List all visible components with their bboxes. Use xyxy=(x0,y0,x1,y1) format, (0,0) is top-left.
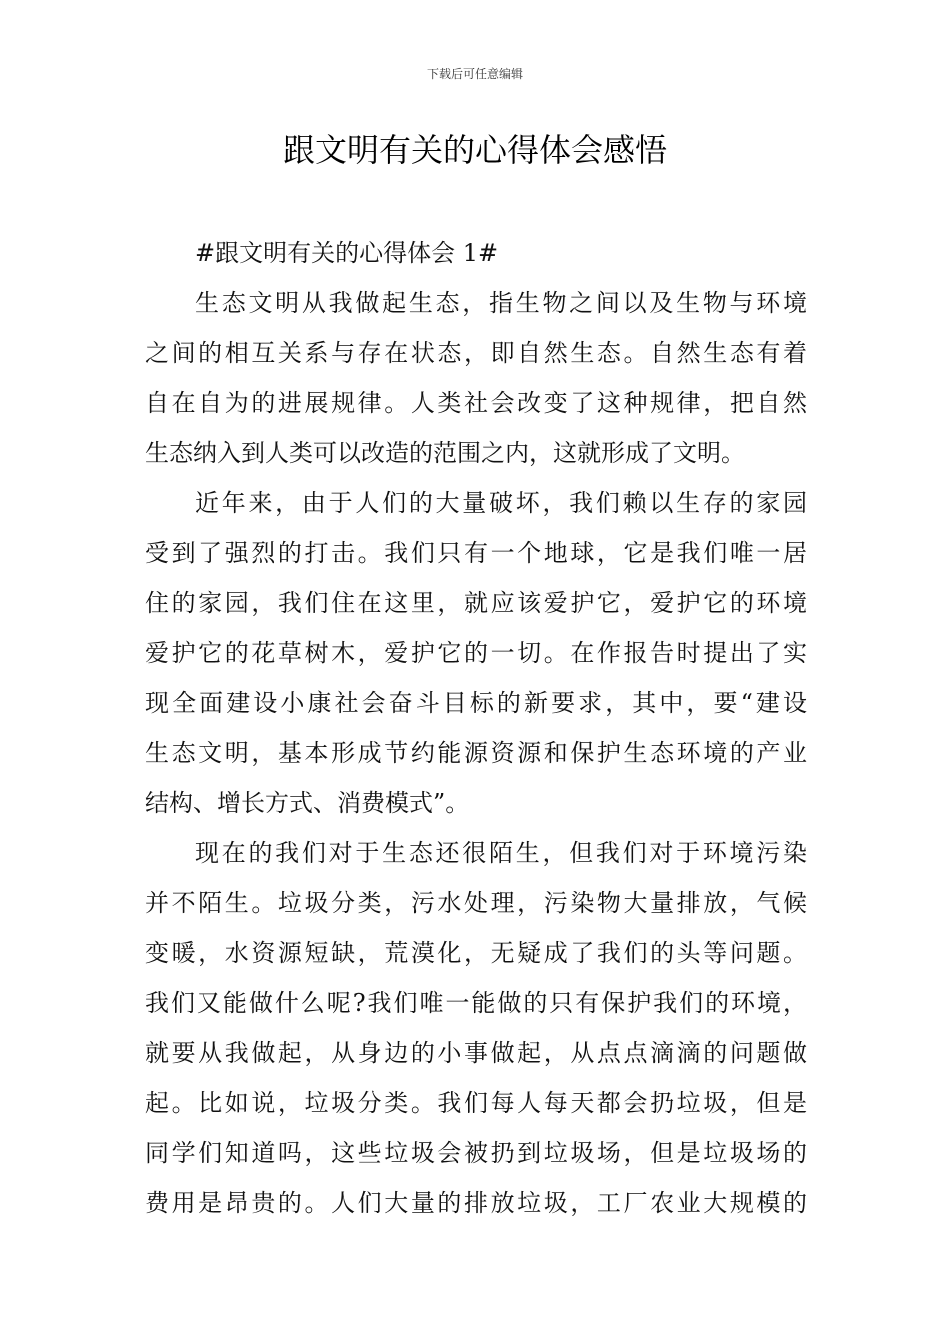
paragraph-line: 起。比如说，垃圾分类。我们每人每天都会扔垃圾，但是 xyxy=(145,1089,807,1117)
paragraph-line: 我们又能做什么呢?我们唯一能做的只有保护我们的环境， xyxy=(145,989,807,1017)
paragraph-line: 就要从我做起，从身边的小事做起，从点点滴滴的问题做 xyxy=(145,1039,807,1067)
paragraph-1 xyxy=(145,278,807,478)
paragraph-line: 并不陌生。垃圾分类，污水处理，污染物大量排放，气候 xyxy=(145,889,807,917)
paragraph-line: 自在自为的进展规律。人类社会改变了这种规律，把自然 xyxy=(145,389,807,417)
header-note: 下载后可任意编辑 xyxy=(426,67,523,81)
paragraph-line: 住的家园，我们住在这里，就应该爱护它，爱护它的环境 xyxy=(145,589,807,617)
paragraph-2 xyxy=(145,478,807,828)
section-heading: #跟文明有关的心得体会 1# xyxy=(195,239,499,267)
paragraph-line: 现全面建设小康社会奋斗目标的新要求，其中，要“建设 xyxy=(145,689,807,717)
paragraph-line: 之间的相互关系与存在状态，即自然生态。自然生态有着 xyxy=(145,339,807,367)
paragraph-line: 生态纳入到人类可以改造的范围之内，这就形成了文明。 xyxy=(145,439,745,467)
paragraph-line: 结构、增长方式、消费模式”。 xyxy=(145,789,470,817)
paragraph-line: 变暖，水资源短缺，荒漠化，无疑成了我们的头等问题。 xyxy=(145,939,807,967)
paragraph-line: 生态文明，基本形成节约能源资源和保护生态环境的产业 xyxy=(145,739,807,767)
paragraph-line: 费用是昂贵的。人们大量的排放垃圾，工厂农业大规模的 xyxy=(145,1189,807,1217)
paragraph-line: 受到了强烈的打击。我们只有一个地球，它是我们唯一居 xyxy=(145,539,807,567)
paragraph-line: 近年来，由于人们的大量破坏，我们赖以生存的家园 xyxy=(195,489,807,517)
paragraph-line: 生态文明从我做起生态，指生物之间以及生物与环境 xyxy=(195,289,807,317)
paragraph-line: 爱护它的花草树木，爱护它的一切。在作报告时提出了实 xyxy=(145,639,807,667)
paragraph-line: 同学们知道吗，这些垃圾会被扔到垃圾场，但是垃圾场的 xyxy=(145,1139,807,1167)
paragraph-3 xyxy=(145,828,807,1228)
document-title: 跟文明有关的心得体会感悟 xyxy=(282,131,667,169)
document-body xyxy=(145,228,807,1228)
paragraph-line: 现在的我们对于生态还很陌生，但我们对于环境污染 xyxy=(195,839,807,867)
